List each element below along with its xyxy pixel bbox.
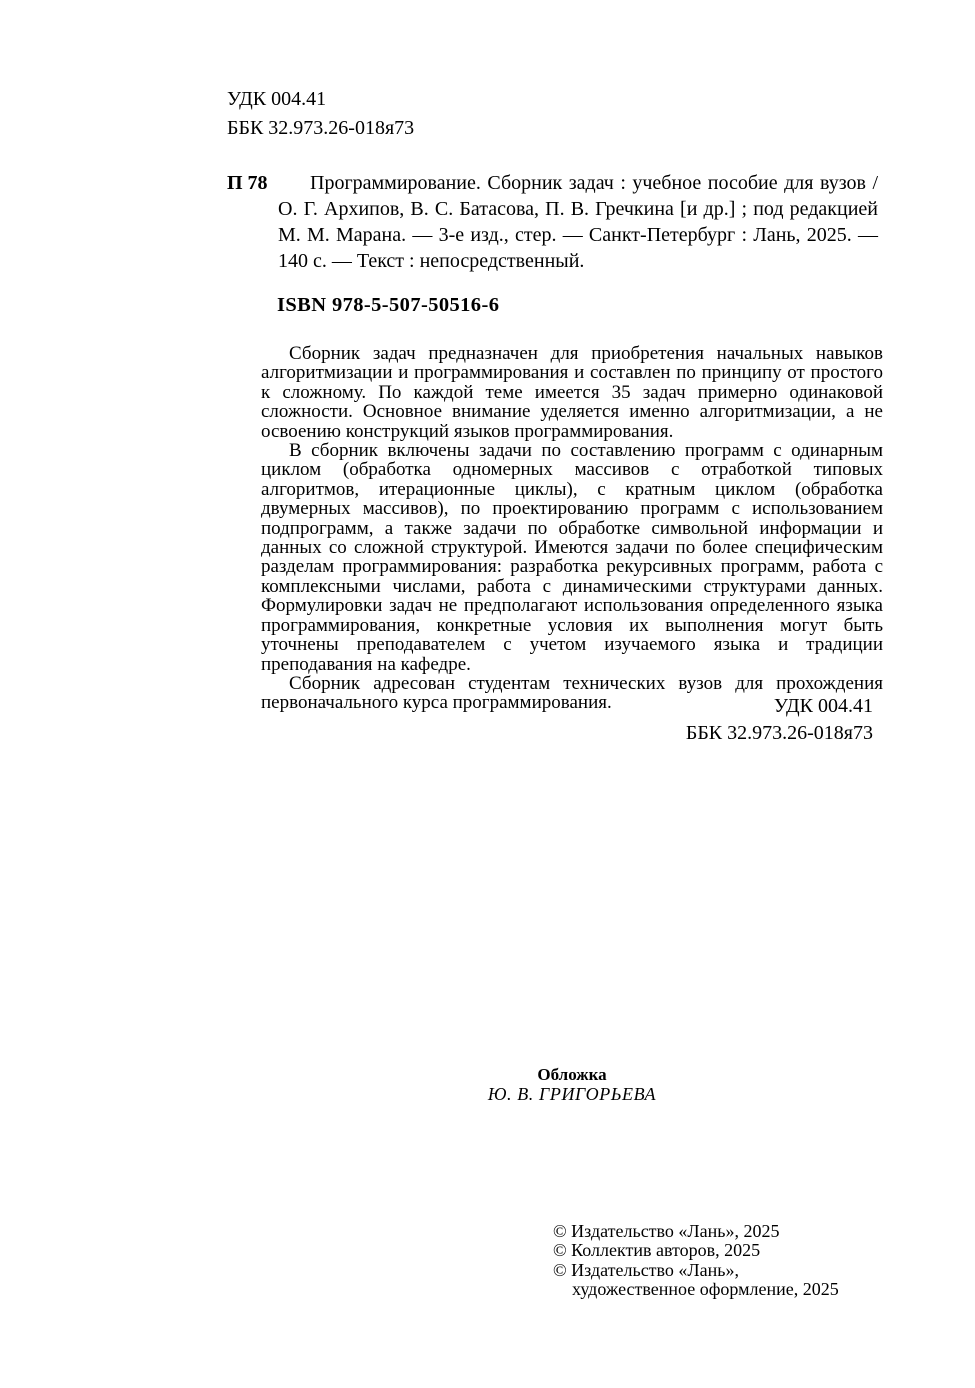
copyright-line-publisher-design: © Издательство «Лань», [553,1259,739,1280]
cover-designer-name: Ю. В. ГРИГОРЬЕВА [487,1084,657,1104]
annotation-paragraph-3: Сборник адресован студентам технических вузов для прохождения первоначального курса программирования. [261,672,883,714]
copyright-line-design-continuation: художественное оформление, 2025 [572,1278,839,1299]
classification-codes-bottom [686,693,873,747]
classification-codes-top [227,85,414,143]
copyright-block [553,1222,839,1299]
bbk-code-bottom: ББК 32.973.26-018я73 [685,722,873,744]
annotation-paragraph-1: Сборник задач предназначен для приобретения начальных навыков алгоритмизации и программирования и составлен по принципу от простого к сложному. По каждой теме имеется 35 задач примерно одинаковой сложности. Основное внимание уделяется именно алгоритмизации, а не освоению конструкций языков программирования. [261,343,883,442]
annotation-paragraph-2: В сборник включены задачи по составлению программ с одинарным циклом (обработка одномерных массивов с отработкой типовых алгоритмов, итерационные циклы), с кратным циклом (обработка двумерных массивов), по проектированию программ с использованием подпрограмм, а также задачи по обработке символьной информации и данных со сложной структурой. Имеются задачи по более специфическим разделам программирования: разработка рекурсивных программ, работа с комплексными числами, работа с динамическими структурами данных. Формулировки задач не предполагают использования определенного языка программирования, конкретные условия их выполнения могут быть уточнены преподавателем с учетом изучаемого языка и традиции преподавания на кафедре. [261,440,883,675]
copyright-line-publisher: © Издательство «Лань», 2025 [553,1221,780,1241]
author-sign: П 78 [227,172,268,194]
annotation [261,344,883,713]
cover-credit [372,1065,772,1104]
udc-code-bottom: УДК 004.41 [773,695,873,717]
cover-credit-role: Обложка [537,1065,607,1084]
bibliographic-description: Программирование. Сборник задач : учебное пособие для вузов / О. Г. Архипов, В. С. Батасова, П. В. Гречкина [и др.] ; под редакцией М. М. Марана. — 3-е изд., стер. — Санкт-Петербург : Лань, 2025. — 140 с. — Текст : непосредственный. [278,172,878,272]
isbn: ISBN 978-5-507-50516-6 [277,294,500,316]
copyright-line-authors: © Коллектив авторов, 2025 [553,1240,761,1261]
udc-code: УДК 004.41 [227,88,327,110]
catalog-card [227,170,878,274]
bbk-code: ББК 32.973.26-018я73 [227,117,415,139]
